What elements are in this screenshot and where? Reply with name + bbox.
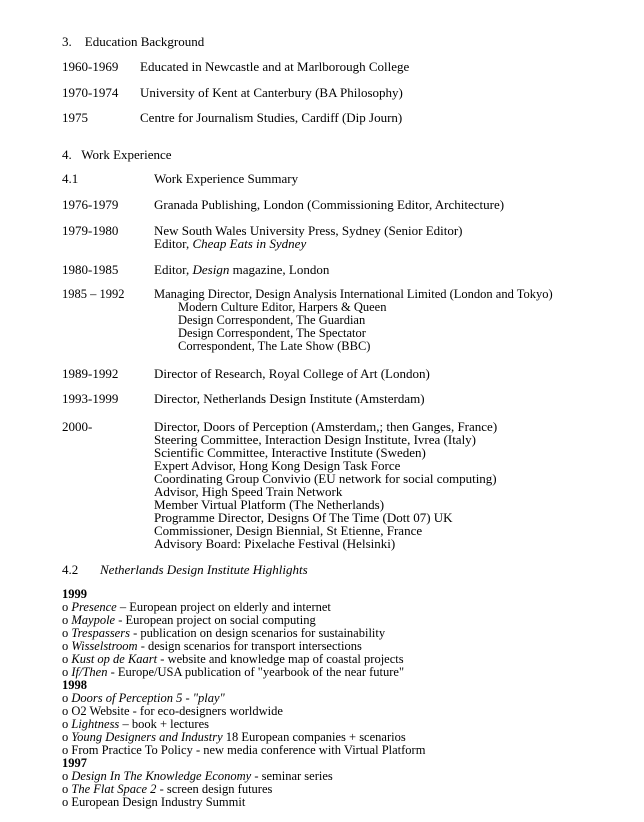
years: 1989-1992	[62, 366, 119, 381]
list-item: o European Design Industry Summit	[62, 795, 246, 809]
list-item: o Kust op de Kaart - website and knowledge map of coastal projects	[62, 652, 404, 666]
description: Director of Research, Royal College of Art (London)	[154, 366, 430, 381]
list-item: o Trespassers - publication on design scenarios for sustainability	[62, 626, 386, 640]
description: New South Wales University Press, Sydney (Senior Editor)	[154, 223, 463, 238]
year-heading: 1997	[62, 756, 87, 770]
list-item: o Maypole - European project on social computing	[62, 613, 316, 627]
list-item: o Presence – European project on elderly and internet	[62, 600, 331, 614]
years: 2000-	[62, 419, 93, 434]
description: Granada Publishing, London (Commissioning Editor, Architecture)	[154, 197, 505, 212]
years: 1976-1979	[62, 197, 119, 212]
list-item: o From Practice To Policy - new media conference with Virtual Platform	[62, 743, 426, 757]
list-item: o Wisselstroom - design scenarios for transport intersections	[62, 639, 362, 653]
list-item: o If/Then - Europe/USA publication of "yearbook of the near future"	[62, 665, 405, 679]
description: Director, Netherlands Design Institute (Amsterdam)	[154, 391, 425, 406]
list-item: o Young Designers and Industry 18 European companies + scenarios	[62, 730, 406, 744]
document-page: 3. Education Background 1960-1969 Educated in Newcastle and at Marlborough College 1970-1974 University of Kent at Canterbury (BA Philosophy) 1975 Centre for Journalism Studies, Cardiff (Dip Journ) 4. Work Experience 4.1 Work Experience Summary 1976-1979 Granada Publishing, London (Commissioning Editor, Architecture) 1979-1980 New South Wales University Press, Sydney (Senior Editor) Editor, Cheap Eats in Sydney 1980-1985 Editor, Design magazine, London 1985 – 1992 Managing Director, Design Analysis International Limited (London and Tokyo) Modern Culture Editor, Harpers & Queen Design Correspondent, The Guardian Design Correspondent, The Spectator Correspondent, The Late Show (BBC) 1989-1992 Director of Research, Royal College of Art (London) 1993-1999 Director, Netherlands Design Institute (Amsterdam) 2000- Director, Doors of Perception (Amsterdam,; then Ganges, France) Steering Committee, Interaction Design Institute, Ivrea (Italy) Scientific Committee, Interactive Institute (Sweden) Expert Advisor, Hong Kong Design Task Force Coordinating Group Convivio (EU network for social computing) Advisor, High Speed Train Network Member Virtual Platform (The Netherlands) Programme Director, Designs Of The Time (Dott 07) UK Commissioner, Design Biennial, St Etienne, France Advisory Board: Pixelache Festival (Helsinki) 4.2 Netherlands Design Institute Highlights 1999 o Presence – European project on elderly and internet o Maypole - European project on social computing o Trespassers - publication on design scenarios for sustainability o Wisselstroom - design scenarios for transport intersections o Kust op de Kaart - website and knowledge map of coastal projects o If/Then - Europe/USA publication of "yearbook of the near future" 1998 o Doors of Perception 5 - "play" o O2 Website - for eco-designers worldwide o Lightness – book + lectures o Young Designers and Industry 18 European companies + scenarios o From Practice To Policy - new media conference with Virtual Platform 1997 o Design In The Knowledge Economy - seminar series o The Flat Space 2 - screen design futures o European Design Industry Summit	[62, 34, 553, 809]
highlights-list	[62, 588, 425, 809]
list-item: o Design In The Knowledge Economy - seminar series	[62, 769, 333, 783]
list-item: o Doors of Perception 5 - "play"	[62, 691, 225, 705]
years: 1980-1985	[62, 262, 119, 277]
years: 1960-1969	[62, 59, 119, 74]
roles-list: Director, Doors of Perception (Amsterdam,; then Ganges, France) Steering Committee, Interaction Design Institute, Ivrea (Italy) Scientific Committee, Interactive Institute (Sweden) Expert Advisor, Hong Kong Design Task Force Coordinating Group Convivio (EU network for social computing) Advisor, High Speed Train Network Member Virtual Platform (The Netherlands) Programme Director, Designs Of The Time (Dott 07) UK Commissioner, Design Biennial, St Etienne, France Advisory Board: Pixelache Festival (Helsinki)	[154, 419, 498, 551]
years: 1970-1974	[62, 85, 119, 100]
description: Editor, Design magazine, London	[154, 262, 330, 277]
sub-roles: Modern Culture Editor, Harpers & Queen Design Correspondent, The Guardian Design Correspondent, The Spectator Correspondent, The Late Show (BBC)	[178, 300, 387, 353]
list-item: o Lightness – book + lectures	[62, 717, 209, 731]
description: University of Kent at Canterbury (BA Philosophy)	[140, 85, 403, 100]
list-item: o The Flat Space 2 - screen design futures	[62, 782, 273, 796]
list-item: o O2 Website - for eco-designers worldwide	[62, 704, 283, 718]
year-heading: 1998	[62, 678, 87, 692]
section-3-heading: 3. Education Background	[62, 34, 205, 49]
section-4-heading: 4. Work Experience	[62, 147, 172, 162]
description: Managing Director, Design Analysis International Limited (London and Tokyo)	[154, 287, 553, 301]
years: 1985 – 1992	[62, 287, 125, 301]
description: Educated in Newcastle and at Marlborough College	[140, 59, 410, 74]
years: 1975	[62, 110, 88, 125]
years: 1979-1980	[62, 223, 119, 238]
description-line-2: Editor, Cheap Eats in Sydney	[154, 236, 307, 251]
description: Centre for Journalism Studies, Cardiff (Dip Journ)	[140, 110, 403, 125]
years: 1993-1999	[62, 391, 119, 406]
year-heading: 1999	[62, 587, 87, 601]
